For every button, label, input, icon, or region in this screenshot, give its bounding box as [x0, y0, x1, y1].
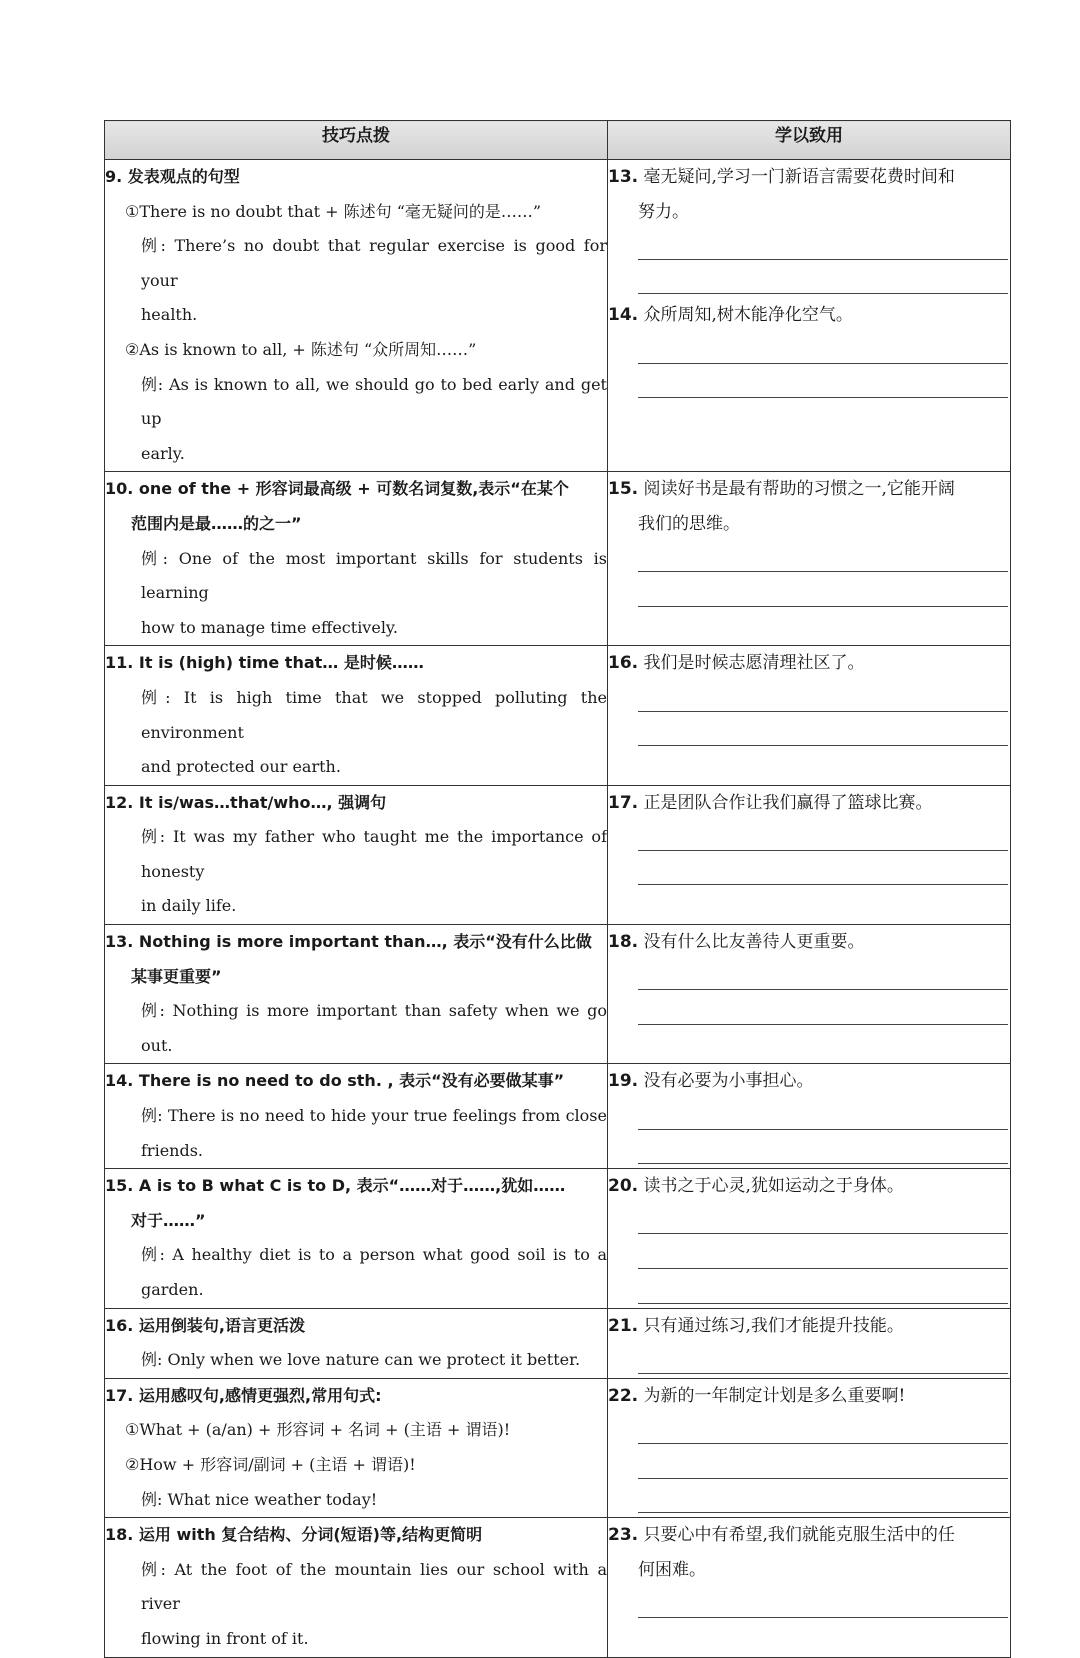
- example-line: 例: It is high time that we stopped polluting the environment: [141, 687, 607, 742]
- exercise-prompt: [608, 925, 1010, 960]
- exercise-prompt-continued: 何困难。: [638, 1559, 706, 1580]
- skill-title-continued: 对于……”: [131, 1210, 206, 1230]
- table-row: [105, 925, 1011, 1064]
- practice-cell: [608, 1378, 1011, 1517]
- answer-line[interactable]: [638, 1099, 1010, 1134]
- answer-line[interactable]: [638, 264, 1010, 299]
- answer-line[interactable]: [638, 820, 1010, 855]
- answer-line[interactable]: [638, 994, 1010, 1029]
- translation-exercise: [608, 1169, 1010, 1307]
- table-header-row: [105, 121, 1011, 160]
- exercise-number: 14.: [608, 305, 639, 326]
- exercise-prompt-text: 我们是时候志愿清理社区了。: [638, 653, 865, 674]
- translation-exercise: [608, 298, 1010, 402]
- example-line: garden.: [141, 1280, 204, 1299]
- answer-line[interactable]: [638, 1448, 1010, 1483]
- answer-line[interactable]: [638, 1413, 1010, 1448]
- answer-line[interactable]: [638, 1587, 1010, 1622]
- skill-tip-cell: [105, 646, 608, 785]
- skill-tip-cell: [105, 1378, 608, 1517]
- answer-line[interactable]: [638, 1343, 1010, 1378]
- skill-title-text: 运用感叹句,感情更强烈,常用句式:: [133, 1385, 382, 1405]
- translation-exercise: [608, 1309, 1010, 1378]
- example-line: and protected our earth.: [141, 757, 341, 777]
- example-line: 例: Only when we love nature can we protect it better.: [141, 1350, 581, 1370]
- practice-cell: [608, 646, 1011, 785]
- skill-title-text: Nothing is more important than…, 表示“没有什么比做: [133, 932, 592, 952]
- translation-exercise: [608, 472, 1010, 610]
- exercise-number: 15.: [608, 479, 639, 500]
- exercise-prompt: [608, 1169, 1010, 1204]
- exercise-prompt-text: 没有必要为小事担心。: [638, 1071, 814, 1092]
- example-line: 例: There’s no doubt that regular exercise is good for your: [141, 236, 607, 290]
- exercise-prompt-text: 阅读好书是最有帮助的习惯之一,它能开阔: [638, 479, 955, 500]
- exercise-prompt: [608, 1064, 1010, 1099]
- exercise-number: 22.: [608, 1385, 639, 1406]
- pattern-line: ②How + 形容词/副词 + (主语 + 谓语)!: [125, 1454, 416, 1474]
- item-number: 11.: [105, 653, 134, 673]
- item-number: 16.: [105, 1315, 134, 1335]
- table-row: [105, 785, 1011, 924]
- skill-title: [105, 646, 607, 681]
- pattern-line: ②As is known to all, + 陈述句 “众所周知……”: [125, 339, 477, 359]
- example-line: 例: What nice weather today!: [141, 1489, 378, 1509]
- practice-cell: [608, 472, 1011, 646]
- skill-title-text: one of the + 形容词最高级 + 可数名词复数,表示“在某个: [133, 479, 569, 499]
- item-number: 12.: [105, 792, 134, 812]
- exercise-prompt-text: 读书之于心灵,犹如运动之于身体。: [638, 1176, 904, 1197]
- exercise-prompt: [608, 298, 1010, 333]
- practice-cell: [608, 925, 1011, 1064]
- exercise-prompt-text: 毫无疑问,学习一门新语言需要花费时间和: [638, 167, 955, 187]
- exercise-prompt-text: 没有什么比友善待人更重要。: [638, 932, 865, 953]
- answer-line[interactable]: [638, 1204, 1010, 1239]
- example-line: 例: It was my father who taught me the importance of honesty: [141, 827, 607, 881]
- answer-line[interactable]: [638, 681, 1010, 716]
- exercise-prompt-continued: 我们的思维。: [638, 513, 740, 534]
- practice-cell: [608, 1064, 1011, 1169]
- practice-cell: [608, 1308, 1011, 1378]
- skill-tip-cell: [105, 1169, 608, 1308]
- exercise-prompt-text: 只要心中有希望,我们就能克服生活中的任: [638, 1525, 955, 1546]
- practice-cell: [608, 1518, 1011, 1657]
- header-practice: 学以致用: [608, 121, 1011, 160]
- exercise-prompt: [608, 472, 1010, 507]
- skill-title-text: 发表观点的句型: [122, 167, 240, 186]
- table-row: [105, 160, 1011, 472]
- answer-line[interactable]: [638, 333, 1010, 368]
- skill-title: [105, 1064, 607, 1099]
- skill-title-continued: 某事更重要”: [131, 966, 222, 986]
- translation-exercise: [608, 786, 1010, 890]
- example-line: 例: As is known to all, we should go to bed early and get up: [141, 374, 607, 429]
- skill-title: [105, 925, 607, 960]
- example-line: 例: There is no need to hide your true feelings from close: [141, 1106, 607, 1126]
- skill-title-text: A is to B what C is to D, 表示“……对于……,犹如……: [133, 1176, 566, 1196]
- answer-line[interactable]: [638, 1483, 1010, 1518]
- table-row: [105, 1308, 1011, 1378]
- example-line: 例: Nothing is more important than safety when we go out.: [141, 1001, 607, 1055]
- skill-tip-cell: [105, 785, 608, 924]
- answer-line[interactable]: [638, 960, 1010, 995]
- skill-title: [105, 1309, 607, 1344]
- practice-cell: [608, 160, 1011, 472]
- answer-line[interactable]: [638, 1273, 1010, 1308]
- translation-exercise: [608, 1518, 1010, 1622]
- exercise-prompt: [608, 1379, 1010, 1414]
- example-line: flowing in front of it.: [141, 1628, 309, 1648]
- example-line: early.: [141, 443, 185, 463]
- skill-title: [105, 786, 607, 821]
- skill-tip-cell: [105, 925, 608, 1064]
- example-line: 例: One of the most important skills for students is learning: [141, 548, 607, 603]
- skill-title: [105, 1379, 607, 1414]
- translation-exercise: [608, 1379, 1010, 1517]
- example-line: in daily life.: [141, 896, 237, 916]
- skill-tip-cell: [105, 1518, 608, 1657]
- item-number: 9.: [105, 167, 123, 186]
- translation-exercise: [608, 646, 1010, 750]
- item-number: 18.: [105, 1525, 134, 1545]
- example-line: 例: At the foot of the mountain lies our school with a river: [141, 1559, 607, 1614]
- table-row: [105, 1064, 1011, 1169]
- table-row: [105, 1518, 1011, 1657]
- answer-line[interactable]: [638, 1238, 1010, 1273]
- translation-exercise: [608, 925, 1010, 1029]
- table-row: [105, 646, 1011, 785]
- table-row: [105, 1378, 1011, 1517]
- table-row: [105, 472, 1011, 646]
- exercise-prompt: [608, 160, 1010, 195]
- exercise-prompt: [608, 646, 1010, 681]
- answer-line[interactable]: [638, 1134, 1010, 1169]
- skill-title-text: 运用 with 复合结构、分词(短语)等,结构更简明: [133, 1525, 483, 1545]
- exercise-prompt-text: 众所周知,树木能净化空气。: [638, 305, 853, 326]
- exercise-number: 16.: [608, 653, 639, 674]
- exercise-prompt: [608, 1518, 1010, 1553]
- skill-title: [105, 1169, 607, 1204]
- item-number: 10.: [105, 479, 134, 499]
- exercise-prompt: [608, 1309, 1010, 1344]
- answer-line[interactable]: [638, 229, 1010, 264]
- table-row: [105, 1169, 1011, 1308]
- skill-title-text: 运用倒装句,语言更活泼: [133, 1315, 305, 1335]
- exercise-prompt-text: 正是团队合作让我们赢得了篮球比赛。: [638, 792, 933, 813]
- item-number: 15.: [105, 1176, 134, 1196]
- translation-exercise: [608, 1064, 1010, 1168]
- exercise-number: 13.: [608, 167, 639, 187]
- practice-cell: [608, 1169, 1011, 1308]
- item-number: 13.: [105, 932, 134, 952]
- exercise-number: 20.: [608, 1176, 639, 1197]
- skill-tip-cell: [105, 1064, 608, 1169]
- pattern-line: ①There is no doubt that + 陈述句 “毫无疑问的是……”: [125, 201, 542, 221]
- skill-title-continued: 范围内是最……的之一”: [131, 513, 302, 533]
- skill-tip-cell: [105, 160, 608, 472]
- answer-line[interactable]: [638, 716, 1010, 751]
- exercise-number: 17.: [608, 792, 639, 813]
- answer-line[interactable]: [638, 542, 1010, 577]
- pattern-line: ①What + (a/an) + 形容词 + 名词 + (主语 + 谓语)!: [125, 1420, 511, 1440]
- exercise-prompt-continued: 努力。: [638, 201, 689, 222]
- skill-title: [105, 472, 607, 507]
- practice-cell: [608, 785, 1011, 924]
- answer-line[interactable]: [638, 855, 1010, 890]
- exercise-number: 19.: [608, 1071, 639, 1092]
- exercise-prompt: [608, 786, 1010, 821]
- item-number: 17.: [105, 1385, 134, 1405]
- item-number: 14.: [105, 1071, 134, 1091]
- example-line: 例: A healthy diet is to a person what good soil is to a: [141, 1245, 607, 1265]
- exercise-prompt-text: 只有通过练习,我们才能提升技能。: [638, 1315, 904, 1336]
- skill-tip-cell: [105, 472, 608, 646]
- exercise-number: 18.: [608, 932, 639, 953]
- answer-line[interactable]: [638, 576, 1010, 611]
- exercise-prompt-text: 为新的一年制定计划是多么重要啊!: [638, 1385, 906, 1406]
- answer-line[interactable]: [638, 368, 1010, 403]
- exercise-number: 21.: [608, 1315, 639, 1336]
- skill-title: [105, 160, 607, 195]
- skill-title-text: It is (high) time that… 是时候……: [133, 653, 424, 673]
- table-body: [105, 160, 1011, 1658]
- skill-title-text: There is no need to do sth. , 表示“没有必要做某事”: [133, 1071, 565, 1091]
- skill-title: [105, 1518, 607, 1553]
- skill-title-text: It is/was…that/who…, 强调句: [133, 792, 387, 812]
- skills-table: [104, 120, 1011, 1658]
- skill-tip-cell: [105, 1308, 608, 1378]
- example-line: health.: [141, 305, 198, 325]
- header-skills: 技巧点拨: [105, 121, 608, 160]
- example-line: friends.: [141, 1140, 203, 1160]
- exercise-number: 23.: [608, 1525, 639, 1546]
- translation-exercise: [608, 160, 1010, 298]
- example-line: how to manage time effectively.: [141, 617, 398, 637]
